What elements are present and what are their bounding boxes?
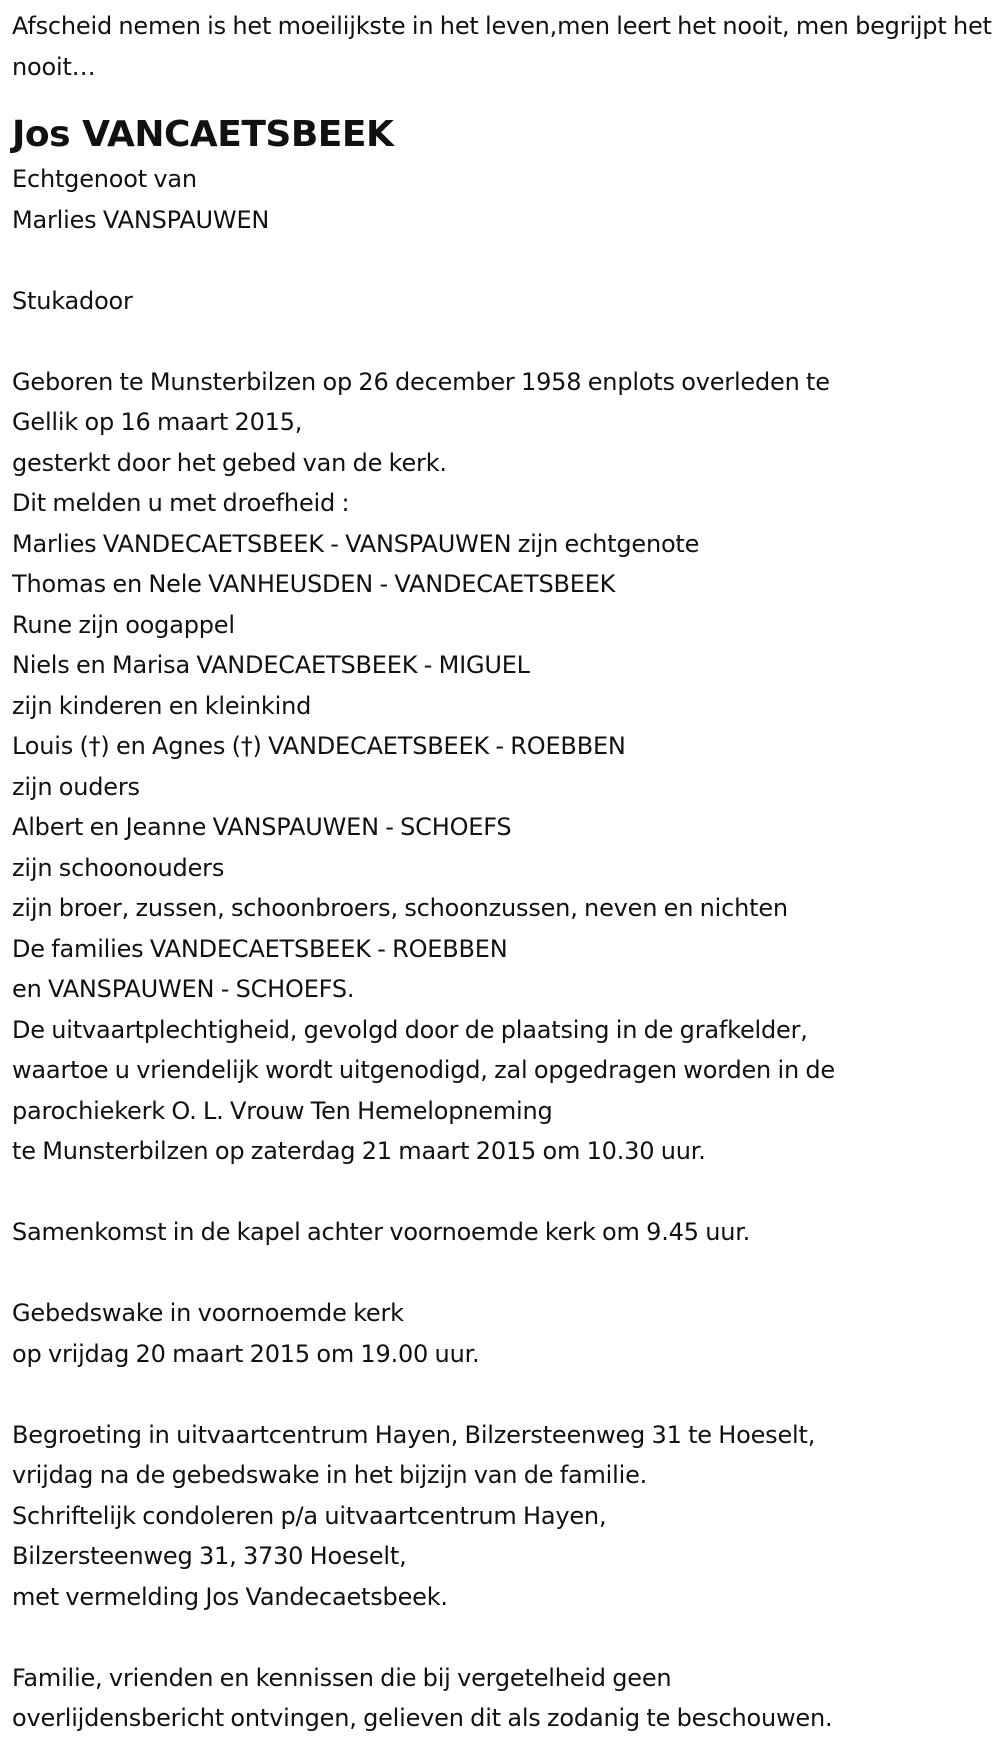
vigil-line: Gebedswake in voornoemde kerk	[12, 1299, 404, 1327]
greeting-line: Begroeting in uitvaartcentrum Hayen, Bilzersteenweg 31 te Hoeselt,	[12, 1420, 816, 1449]
body-line: te Munsterbilzen op zaterdag 21 maart 2015 om 10.30 uur.	[12, 1137, 706, 1165]
spacer	[12, 1374, 988, 1415]
gathering-info: Samenkomst in de kapel achter voornoemde kerk om 9.45 uur.	[12, 1218, 751, 1246]
spacer	[12, 1617, 988, 1658]
body-line: Gellik op 16 maart 2015,	[12, 408, 303, 436]
spouse-label: Echtgenoot van	[12, 165, 197, 193]
body-line: zijn ouders	[12, 772, 140, 801]
greeting-line: Bilzersteenweg 31, 3730 Hoeselt,	[12, 1542, 407, 1570]
body-line: parochiekerk O. L. Vrouw Ten Hemelopneming	[12, 1096, 553, 1125]
deceased-name: Jos VANCAETSBEEK	[12, 114, 394, 155]
greeting-line: met vermelding Jos Vandecaetsbeek.	[12, 1582, 448, 1611]
greeting-line: vrijdag na de gebedswake in het bijzijn van de familie.	[12, 1461, 648, 1489]
closing-note	[12, 1658, 988, 1739]
greeting-info	[12, 1415, 988, 1618]
body-line: en VANSPAUWEN - SCHOEFS.	[12, 975, 355, 1003]
body-line: Louis (†) en Agnes (†) VANDECAETSBEEK - ROEBBEN	[12, 732, 626, 760]
body-line: De uitvaartplechtigheid, gevolgd door de plaatsing in de grafkelder,	[12, 1015, 808, 1044]
spacer	[12, 1172, 988, 1213]
body-line: Thomas en Nele VANHEUSDEN - VANDECAETSBEEK	[12, 570, 616, 598]
body-line: gesterkt door het gebed van de kerk.	[12, 448, 447, 477]
announcement-body	[12, 362, 988, 1172]
profession: Stukadoor	[12, 286, 133, 315]
spouse-name: Marlies VANSPAUWEN	[12, 205, 270, 234]
body-line: waartoe u vriendelijk wordt uitgenodigd, zal opgedragen worden in de	[12, 1056, 836, 1084]
body-line: Rune zijn oogappel	[12, 610, 235, 639]
greeting-line: Schriftelijk condoleren p/a uitvaartcentrum Hayen,	[12, 1501, 607, 1530]
closing-line: overlijdensbericht ontvingen, gelieven dit als zodanig te beschouwen.	[12, 1704, 833, 1732]
body-line: Geboren te Munsterbilzen op 26 december 1958 enplots overleden te	[12, 367, 830, 396]
body-line: zijn broer, zussen, schoonbroers, schoonzussen, neven en nichten	[12, 894, 788, 922]
body-line: Marlies VANDECAETSBEEK - VANSPAUWEN zijn echtgenote	[12, 529, 700, 558]
spacer	[12, 1253, 988, 1294]
motto: Afscheid nemen is het moeilijkste in het leven,men leert het nooit, men begrijpt het nooit…	[12, 12, 992, 81]
body-line: Dit melden u met droefheid :	[12, 489, 350, 517]
vigil-info	[12, 1293, 988, 1374]
body-line: zijn schoonouders	[12, 853, 225, 882]
body-line: De families VANDECAETSBEEK - ROEBBEN	[12, 934, 508, 963]
closing-line: Familie, vrienden en kennissen die bij vergetelheid geen	[12, 1663, 672, 1692]
spacer	[12, 240, 988, 281]
spacer	[12, 321, 988, 362]
body-line: Niels en Marisa VANDECAETSBEEK - MIGUEL	[12, 651, 530, 679]
vigil-line: op vrijdag 20 maart 2015 om 19.00 uur.	[12, 1339, 480, 1368]
body-line: zijn kinderen en kleinkind	[12, 691, 312, 720]
body-line: Albert en Jeanne VANSPAUWEN - SCHOEFS	[12, 813, 512, 841]
